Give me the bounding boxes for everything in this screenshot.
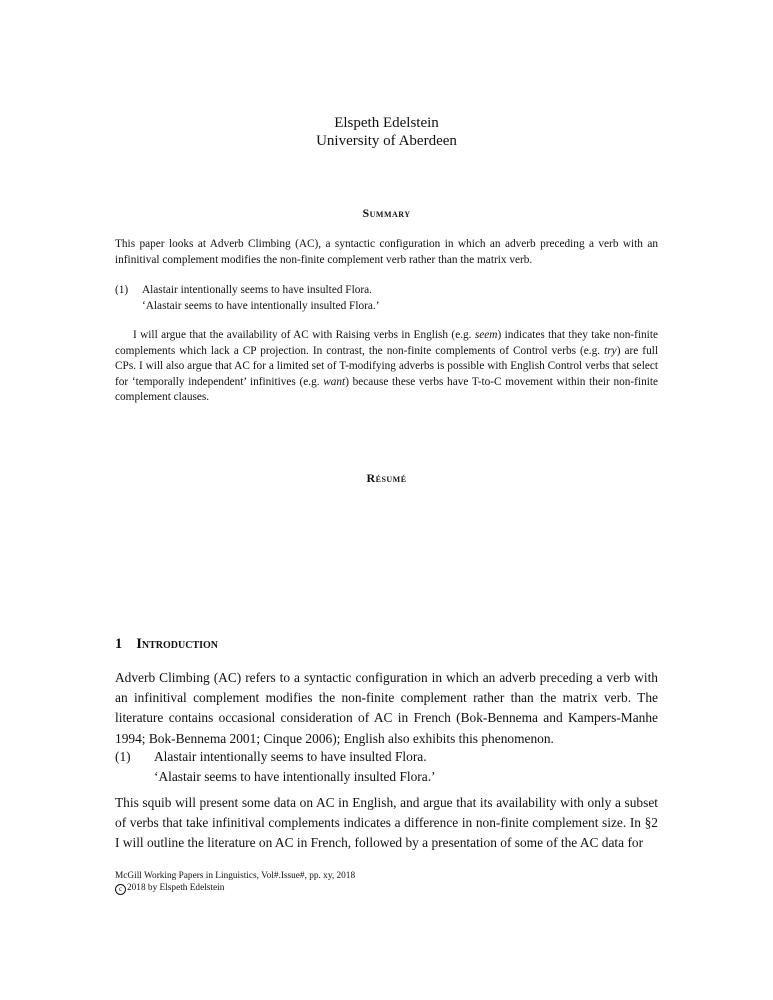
copyright-line	[115, 883, 658, 895]
example-gloss: ‘Alastair seems to have intentionally insulted Flora.’	[154, 769, 436, 785]
author-name: Elspeth Edelstein	[334, 115, 439, 131]
argument-part4: ) because these verbs have T-to-C movement within their non-finite complement clauses.	[115, 375, 659, 404]
copyright-text: 2018 by Elspeth Edelstein	[127, 882, 225, 893]
summary-intro: This paper looks at Adverb Climbing (AC), a syntactic configuration in which an adverb preceding a verb with an infinitival complement modifies the non-finite complement verb rather than the matrix verb.	[115, 238, 658, 266]
summary-example	[115, 283, 658, 314]
example-number: (1)	[115, 284, 129, 296]
introduction-paragraph-1: Adverb Climbing (AC) refers to a syntactic configuration in which an adverb preceding a verb with an infinitival complement modifies the non-finite complement rather than the matrix verb. The literature contains occasional consideration of AC in French (Bok-Bennema and Kampers-Manhe 1994; Bok-Bennema 2001; Cinque 2006); English also exhibits this phenomenon.	[115, 670, 658, 746]
argument-term-want: want	[323, 375, 346, 388]
example-number: (1)	[115, 749, 131, 764]
argument-term-try: try	[604, 344, 617, 357]
example-gloss: ‘Alastair seems to have intentionally insulted Flora.’	[142, 299, 380, 312]
example-sentence: Alastair intentionally seems to have insulted Flora.	[142, 284, 372, 296]
argument-part2: ) indicates that they take non-finite complements which lack a CP projection. In contrast, the non-finite complements of Control verbs (e.g.	[115, 329, 658, 357]
section-number: 1	[115, 636, 123, 652]
introduction-paragraph-2: This squib will present some data on AC in English, and argue that its availability with only a subset of verbs that take infinitival complements indicates a difference in non-finite complement size. In §2 I will outline the literature on AC in French, followed by a presentation of some of the AC data for	[115, 795, 658, 851]
author-block	[0, 114, 773, 150]
introduction-heading	[115, 636, 218, 653]
summary-argument	[115, 328, 658, 406]
author-affiliation: University of Aberdeen	[316, 133, 457, 149]
resume-heading: Résumé	[366, 471, 407, 485]
argument-part1: I will argue that the availability of AC with Raising verbs in English (e.g.	[133, 329, 475, 341]
page-footer	[115, 871, 658, 895]
argument-term-seem: seem	[474, 329, 498, 341]
argument-part3: ) are full CPs. I will also argue that AC for a limited set of T-modifying adverbs is possible with English Control verbs that select for ‘temporally independent’ infinitives (e.g.	[115, 344, 658, 388]
copyright-icon: c	[115, 884, 126, 895]
summary-heading: Summary	[362, 206, 411, 220]
example-sentence: Alastair intentionally seems to have insulted Flora.	[154, 749, 427, 764]
introduction-example	[115, 747, 658, 787]
journal-citation: McGill Working Papers in Linguistics, Vol#.Issue#, pp. xy, 2018	[115, 871, 356, 881]
section-title: Introduction	[136, 636, 219, 652]
